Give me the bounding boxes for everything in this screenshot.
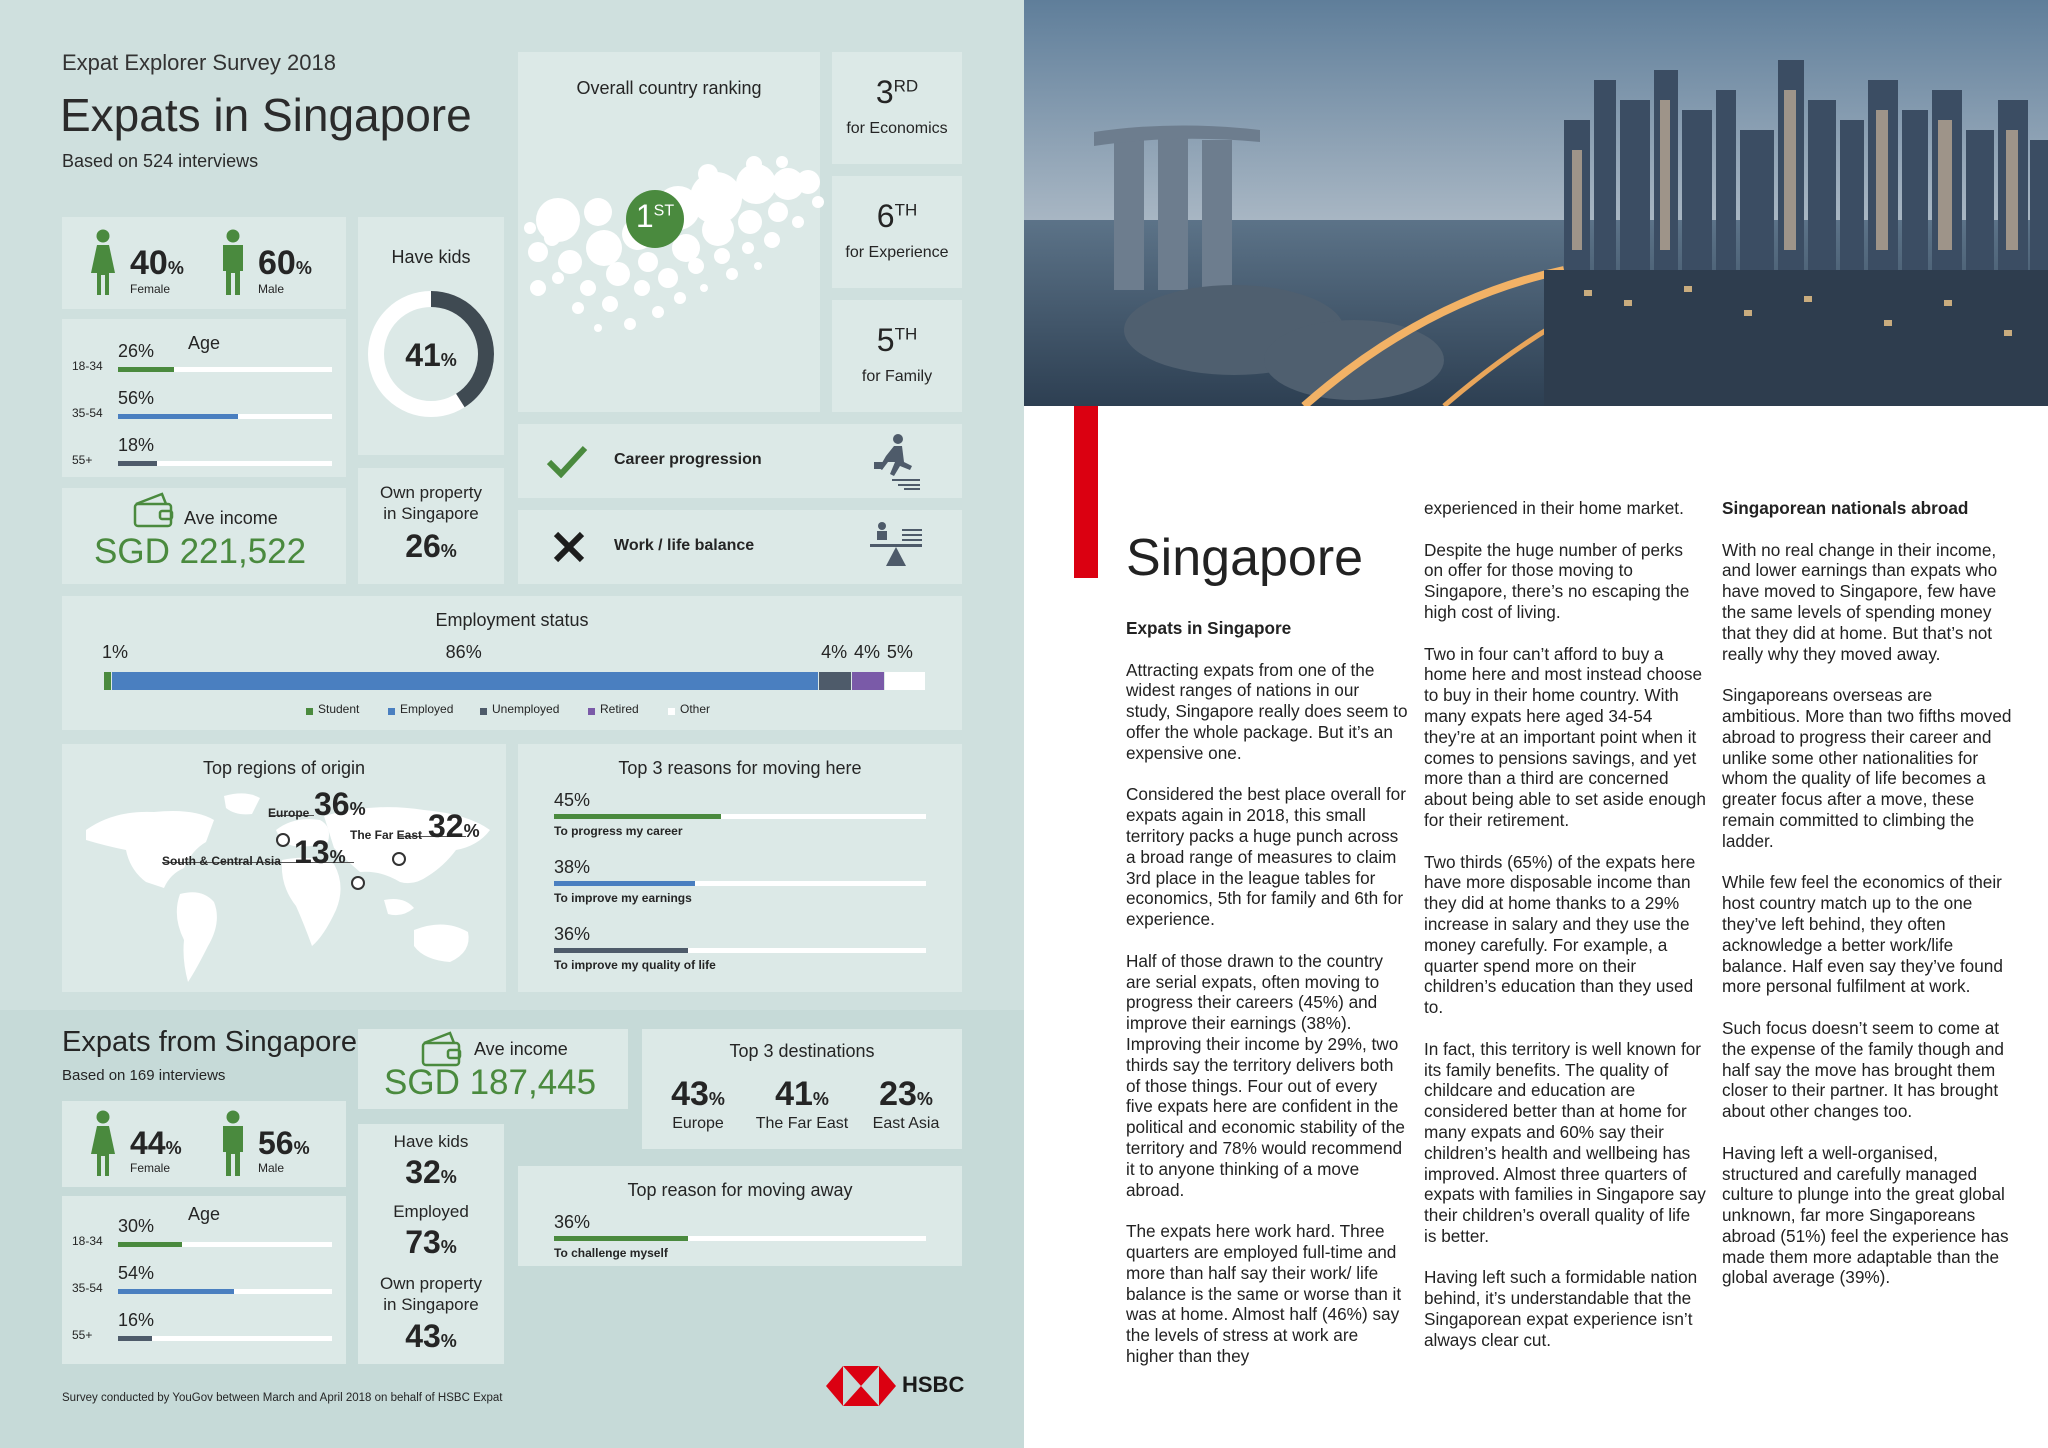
ranking-bubble xyxy=(544,230,560,246)
ranking-bubble xyxy=(764,232,780,248)
from-title: Expats from Singapore xyxy=(62,1026,357,1058)
from-employed-value: 73 xyxy=(405,1224,441,1260)
reason-track xyxy=(554,814,926,819)
employment-percent: 4% xyxy=(821,642,848,662)
age-track xyxy=(118,1289,332,1294)
legend-label: Unemployed xyxy=(492,702,560,716)
employment-labels xyxy=(104,642,926,666)
age-bar xyxy=(118,367,174,372)
reason-percent: 36% xyxy=(554,924,591,944)
employment-title: Employment status xyxy=(435,610,589,630)
ranking-bubble xyxy=(606,262,630,286)
from-income-value: SGD 187,445 xyxy=(384,1063,597,1102)
age-track xyxy=(118,367,332,372)
article-paragraph: Having left a well-organised, structured and carefully managed culture to plunge into the great global unknown, far more Singaporeans abroad (51%) feel the experience has made them more adaptable than the global average (39%). xyxy=(1722,1142,2009,1288)
reason-label: To progress my career xyxy=(554,824,683,838)
from-age-card xyxy=(62,1196,346,1364)
article-paragraph: Two thirds (65%) of the expats here have more disposable income than they did at home thanks to a 29% increase in salary and they use the money carefully. For example, a quarter spend more on their children’s education than they used to. xyxy=(1424,851,1696,1018)
property-card xyxy=(358,468,504,584)
reason-track xyxy=(554,881,926,886)
rank-experience-suffix: TH xyxy=(894,200,918,220)
article-paragraph: Singaporeans overseas are ambitious. More than two fifths moved abroad to progress their career and unlike some other nationalities for whom the quality of life becomes a greater focus after a move, these remain committed to climbing the ladder. xyxy=(1722,685,2012,851)
income-value: SGD 221,522 xyxy=(94,532,307,571)
legend-label: Employed xyxy=(400,702,454,716)
ranking-bubble xyxy=(552,272,564,284)
female-icon xyxy=(88,229,118,297)
employment-percent: 1% xyxy=(102,642,129,662)
city-photo xyxy=(1024,0,2048,406)
moving-away-title: Top reason for moving away xyxy=(627,1180,853,1200)
rank-experience-card xyxy=(832,176,962,288)
worklife-row xyxy=(518,510,962,584)
age-bar xyxy=(118,461,157,466)
employment-segment xyxy=(819,672,851,690)
age-percent: 54% xyxy=(118,1263,155,1283)
destination-label: East Asia xyxy=(872,1115,940,1132)
article-paragraph: With no real change in their income, and lower earnings than expats who have moved to Singapore, few have the same levels of spending money that they did at home. But that’s not really why they moved away. xyxy=(1722,539,1998,664)
far-east-value: 32 xyxy=(428,808,464,844)
cross-icon xyxy=(552,530,586,564)
employment-legend xyxy=(62,702,962,720)
rank-economics-label: for Economics xyxy=(846,120,948,137)
from-male-label: Male xyxy=(258,1161,285,1175)
reason-percent: 38% xyxy=(554,857,591,877)
from-property-value: 43 xyxy=(405,1318,441,1354)
ranking-bubble xyxy=(602,296,618,312)
legend-label: Other xyxy=(680,702,711,716)
destination-label: Europe xyxy=(672,1115,724,1132)
property-title-line1: Own property xyxy=(379,483,483,502)
age-percent: 30% xyxy=(118,1216,155,1236)
article-paragraph: Half of those drawn to the country are serial expats, often moving to progress their careers (45%) and improve their earnings (38%). Improving their income by 29%, two thirds say the territory delivers both of those things. Four out of every five expats here are confident in the political and economic stability of the territory and 78% would recommend it to anyone thinking of a move abroad. xyxy=(1126,950,1405,1200)
from-property-unit: % xyxy=(440,1331,457,1351)
rank-economics-suffix: RD xyxy=(893,76,919,96)
wallet-icon xyxy=(132,492,176,528)
male-value: 60 xyxy=(258,244,296,282)
age-track xyxy=(118,1336,332,1341)
ranking-bubble xyxy=(702,214,734,246)
ranking-bubble xyxy=(634,280,650,296)
reason-bar xyxy=(554,814,721,819)
from-male-unit: % xyxy=(293,1138,310,1158)
ranking-bubble xyxy=(688,258,704,274)
ranking-bubble xyxy=(776,156,788,168)
age-title: Age xyxy=(188,333,221,353)
legend-label: Student xyxy=(318,702,360,716)
article-paragraph: Such focus doesn’t seem to come at the expense of the family though and half say the move has brought them closer to their partner. It has brought about other changes too. xyxy=(1722,1017,2004,1122)
ranking-bubble xyxy=(594,324,602,332)
moving-away-pct: 36% xyxy=(554,1212,591,1232)
article-subheading: Expats in Singapore xyxy=(1126,618,1292,638)
from-female-value: 44 xyxy=(130,1125,166,1161)
reasons-card xyxy=(518,744,962,992)
interviews-count: Based on 524 interviews xyxy=(62,151,259,171)
age-track xyxy=(118,461,332,466)
south-asia-marker xyxy=(351,876,365,890)
age-range: 18-34 xyxy=(72,1234,103,1248)
ranking-bubble xyxy=(714,248,730,264)
reason-track xyxy=(554,948,926,953)
ranking-bubble xyxy=(674,292,686,304)
ranking-bubble xyxy=(742,242,754,254)
age-range: 35-54 xyxy=(72,1281,103,1295)
from-female-unit: % xyxy=(165,1138,182,1158)
property-title-line2: in Singapore xyxy=(383,504,479,523)
employment-segment xyxy=(104,672,111,690)
career-row xyxy=(518,424,962,498)
ranking-bubble xyxy=(792,216,804,228)
ranking-title: Overall country ranking xyxy=(576,78,762,98)
from-gender-card xyxy=(62,1101,346,1187)
employment-percent: 86% xyxy=(445,642,482,662)
age-bar xyxy=(118,414,238,419)
from-property-line1: Own property xyxy=(379,1274,483,1293)
from-income-card xyxy=(358,1029,628,1109)
destinations-title: Top 3 destinations xyxy=(729,1041,875,1061)
accent-bar xyxy=(1074,406,1098,578)
destination-unit: % xyxy=(708,1089,725,1109)
destination-value-wrap xyxy=(746,1075,858,1114)
article-paragraph: The expats here work hard. Three quarters are employed full-time and more than half say their work/ life balance is the same or worse than it was at home. Almost half (46%) say the levels of stress at work are higher than they xyxy=(1126,1221,1402,1366)
destination-label: The Far East xyxy=(755,1115,849,1132)
from-employed-unit: % xyxy=(440,1237,457,1257)
ranking-bubble xyxy=(754,262,762,270)
ranking-bubble xyxy=(698,164,718,184)
legend-swatch xyxy=(480,708,487,715)
rank-family-number: 5 xyxy=(876,322,895,358)
south-asia-value: 13 xyxy=(294,834,330,870)
kids-unit: % xyxy=(440,350,457,370)
ranking-bubble xyxy=(624,318,636,330)
far-east-marker xyxy=(392,852,406,866)
legend-swatch xyxy=(306,708,313,715)
age-bar xyxy=(118,1289,234,1294)
employment-card xyxy=(62,596,962,730)
destination-value: 43 xyxy=(671,1075,709,1113)
article-paragraph: In fact, this territory is well known for its family benefits. The quality of childcare and education are considered better than at home for many expats and 60% say their children’s health and wellbeing has improved. Almost three quarters of expats with families in Singapore say their children’s overall quality of life is better. xyxy=(1424,1038,1706,1246)
from-property-line2: in Singapore xyxy=(383,1295,479,1314)
gender-card xyxy=(62,217,346,309)
legend-swatch xyxy=(668,708,675,715)
europe-value: 36 xyxy=(314,786,350,822)
from-male-value: 56 xyxy=(258,1125,294,1161)
ranking-card xyxy=(518,52,820,412)
from-kids-unit: % xyxy=(440,1167,457,1187)
survey-label: Expat Explorer Survey 2018 xyxy=(62,50,336,75)
stair-climber-icon xyxy=(868,432,924,490)
far-east-unit: % xyxy=(463,821,480,841)
article-paragraph: Two in four can’t afford to buy a home here and most instead choose to buy in their home country. With many expats here aged 34-54 they’re at an important point when it comes to pensions savings, and yet more than a third are concerned about being able to set aside enough for their retirement. xyxy=(1424,643,1706,830)
kids-card xyxy=(358,217,504,455)
ranking-bubble xyxy=(530,280,546,296)
overall-rank-suffix: ST xyxy=(653,202,675,220)
reasons-title: Top 3 reasons for moving here xyxy=(618,758,862,778)
age-range: 35-54 xyxy=(72,406,103,420)
property-unit: % xyxy=(440,541,457,561)
age-percent: 18% xyxy=(118,435,155,455)
footer-note: Survey conducted by YouGov between March and April 2018 on behalf of HSBC Expat xyxy=(62,1392,503,1404)
reason-label: To improve my earnings xyxy=(554,891,692,905)
income-label: Ave income xyxy=(184,508,278,528)
ranking-bubble xyxy=(528,242,548,262)
moving-away-label: To challenge myself xyxy=(554,1246,668,1260)
kids-title: Have kids xyxy=(391,247,471,267)
ranking-bubble xyxy=(700,284,708,292)
age-percent: 56% xyxy=(118,388,155,408)
from-income-label: Ave income xyxy=(474,1039,568,1059)
legend-swatch xyxy=(388,708,395,715)
destination-value-wrap xyxy=(642,1075,754,1114)
rank-experience-number: 6 xyxy=(876,198,895,234)
destination-value-wrap xyxy=(850,1075,962,1114)
age-percent: 16% xyxy=(118,1310,155,1330)
employment-percent: 5% xyxy=(886,642,913,662)
age-range: 18-34 xyxy=(72,359,103,373)
career-label: Career progression xyxy=(614,451,762,468)
from-age-title: Age xyxy=(188,1204,221,1224)
destination-value: 41 xyxy=(775,1075,813,1113)
ranking-bubble xyxy=(738,210,762,234)
article-column-2 xyxy=(1424,498,1706,1371)
male-unit: % xyxy=(295,258,312,278)
article-paragraph: Considered the best place overall for expats again in 2018, this small territory packs a huge punch across a broad range of measures to claim 3rd place in the league tables for economics, 5th for family and 6th for experience. xyxy=(1126,784,1406,930)
article-column-3 xyxy=(1722,498,2012,1309)
rank-family-label: for Family xyxy=(861,368,933,385)
age-bar xyxy=(118,1242,182,1247)
age-track xyxy=(118,1242,332,1247)
overall-rank-number: 1 xyxy=(635,198,654,234)
rank-economics-card xyxy=(832,52,962,164)
wallet-icon xyxy=(420,1031,464,1067)
legend-label: Retired xyxy=(600,702,639,716)
female-label: Female xyxy=(130,282,171,296)
destination-unit: % xyxy=(916,1089,933,1109)
check-icon xyxy=(546,444,588,478)
from-interviews: Based on 169 interviews xyxy=(62,1067,226,1084)
brand-name: HSBC xyxy=(902,1372,965,1397)
employment-segment xyxy=(885,672,925,690)
female-unit: % xyxy=(167,258,184,278)
reason-percent: 45% xyxy=(554,790,591,810)
age-range: 55+ xyxy=(72,453,93,467)
europe-marker xyxy=(276,833,290,847)
article-column-1 xyxy=(1126,618,1408,1387)
south-asia-label: South & Central Asia xyxy=(162,854,281,868)
south-asia-unit: % xyxy=(329,847,346,867)
ranking-bubble xyxy=(572,302,584,314)
ranking-bubble xyxy=(638,252,658,272)
ranking-bubble xyxy=(652,306,664,318)
ranking-bubble xyxy=(580,280,596,296)
ranking-bubble xyxy=(726,268,738,280)
rank-economics-number: 3 xyxy=(875,74,894,110)
reason-bar xyxy=(554,948,688,953)
age-range: 55+ xyxy=(72,1328,93,1342)
article-paragraph: Attracting expats from one of the widest ranges of nations in our study, Singapore really does seem to offer the whole package. But it’s an expensive one. xyxy=(1126,659,1408,763)
employment-percent: 4% xyxy=(854,642,881,662)
hsbc-logo-icon xyxy=(826,1366,896,1406)
employment-segment xyxy=(112,672,818,690)
rank-experience-label: for Experience xyxy=(845,244,949,261)
europe-unit: % xyxy=(349,799,366,819)
property-value: 26 xyxy=(405,528,441,564)
europe-label: Europe xyxy=(268,806,310,820)
from-kids-label: Have kids xyxy=(393,1132,469,1151)
moving-away-track xyxy=(554,1236,926,1241)
male-label: Male xyxy=(258,282,285,296)
moving-away-bar xyxy=(554,1236,688,1241)
from-kids-value: 32 xyxy=(405,1154,441,1190)
ranking-bubble xyxy=(658,268,678,288)
male-icon xyxy=(220,1110,246,1178)
regions-card xyxy=(62,744,506,992)
moving-away-card xyxy=(518,1166,962,1266)
ranking-bubble xyxy=(768,202,788,222)
age-percent: 26% xyxy=(118,341,155,361)
age-card xyxy=(62,319,346,477)
age-bar xyxy=(118,1336,152,1341)
from-female-label: Female xyxy=(130,1161,171,1175)
worklife-label: Work / life balance xyxy=(614,537,755,554)
balance-scale-icon xyxy=(866,520,926,574)
article-subheading: Singaporean nationals abroad xyxy=(1722,498,1969,518)
ranking-bubble xyxy=(746,156,762,172)
article-paragraph: Having left such a formidable nation behind, it’s understandable that the Singaporean expat experience isn’t always clear cut. xyxy=(1424,1267,1698,1350)
overall-rank-badge xyxy=(626,190,684,248)
article-paragraph: While few feel the economics of their host country match up to the one they’ve left behind, they often acknowledge a better work/life balance. Half even say they’ve found more personal fulfilment at work. xyxy=(1722,872,2003,997)
income-card xyxy=(62,488,346,584)
ranking-bubble xyxy=(524,222,536,234)
ranking-bubble xyxy=(558,250,582,274)
destination-value: 23 xyxy=(879,1075,917,1113)
rank-family-suffix: TH xyxy=(894,324,918,344)
destinations-card xyxy=(642,1029,962,1149)
article-paragraph: experienced in their home market. xyxy=(1424,498,1684,518)
rank-family-card xyxy=(832,300,962,412)
destination-unit: % xyxy=(812,1089,829,1109)
ranking-bubble xyxy=(586,230,622,266)
ranking-bubble xyxy=(796,170,820,194)
far-east-label: The Far East xyxy=(350,828,423,842)
reason-label: To improve my quality of life xyxy=(554,958,716,972)
legend-swatch xyxy=(588,708,595,715)
article-heading: Singapore xyxy=(1126,529,1364,587)
page-title: Expats in Singapore xyxy=(60,89,472,141)
employment-bar xyxy=(104,672,926,690)
female-value: 40 xyxy=(130,244,168,282)
male-icon xyxy=(220,229,246,297)
regions-title: Top regions of origin xyxy=(202,758,366,778)
from-stats-card xyxy=(358,1124,504,1364)
ranking-bubble xyxy=(584,198,612,226)
from-employed-label: Employed xyxy=(393,1202,469,1221)
female-icon xyxy=(88,1110,118,1178)
age-track xyxy=(118,414,332,419)
kids-value: 41 xyxy=(405,337,441,373)
article-paragraph: Despite the huge number of perks on offer for those moving to Singapore, there’s no escaping the high cost of living. xyxy=(1424,539,1690,622)
employment-segment xyxy=(852,672,884,690)
ranking-bubble xyxy=(812,196,824,208)
reason-bar xyxy=(554,881,695,886)
